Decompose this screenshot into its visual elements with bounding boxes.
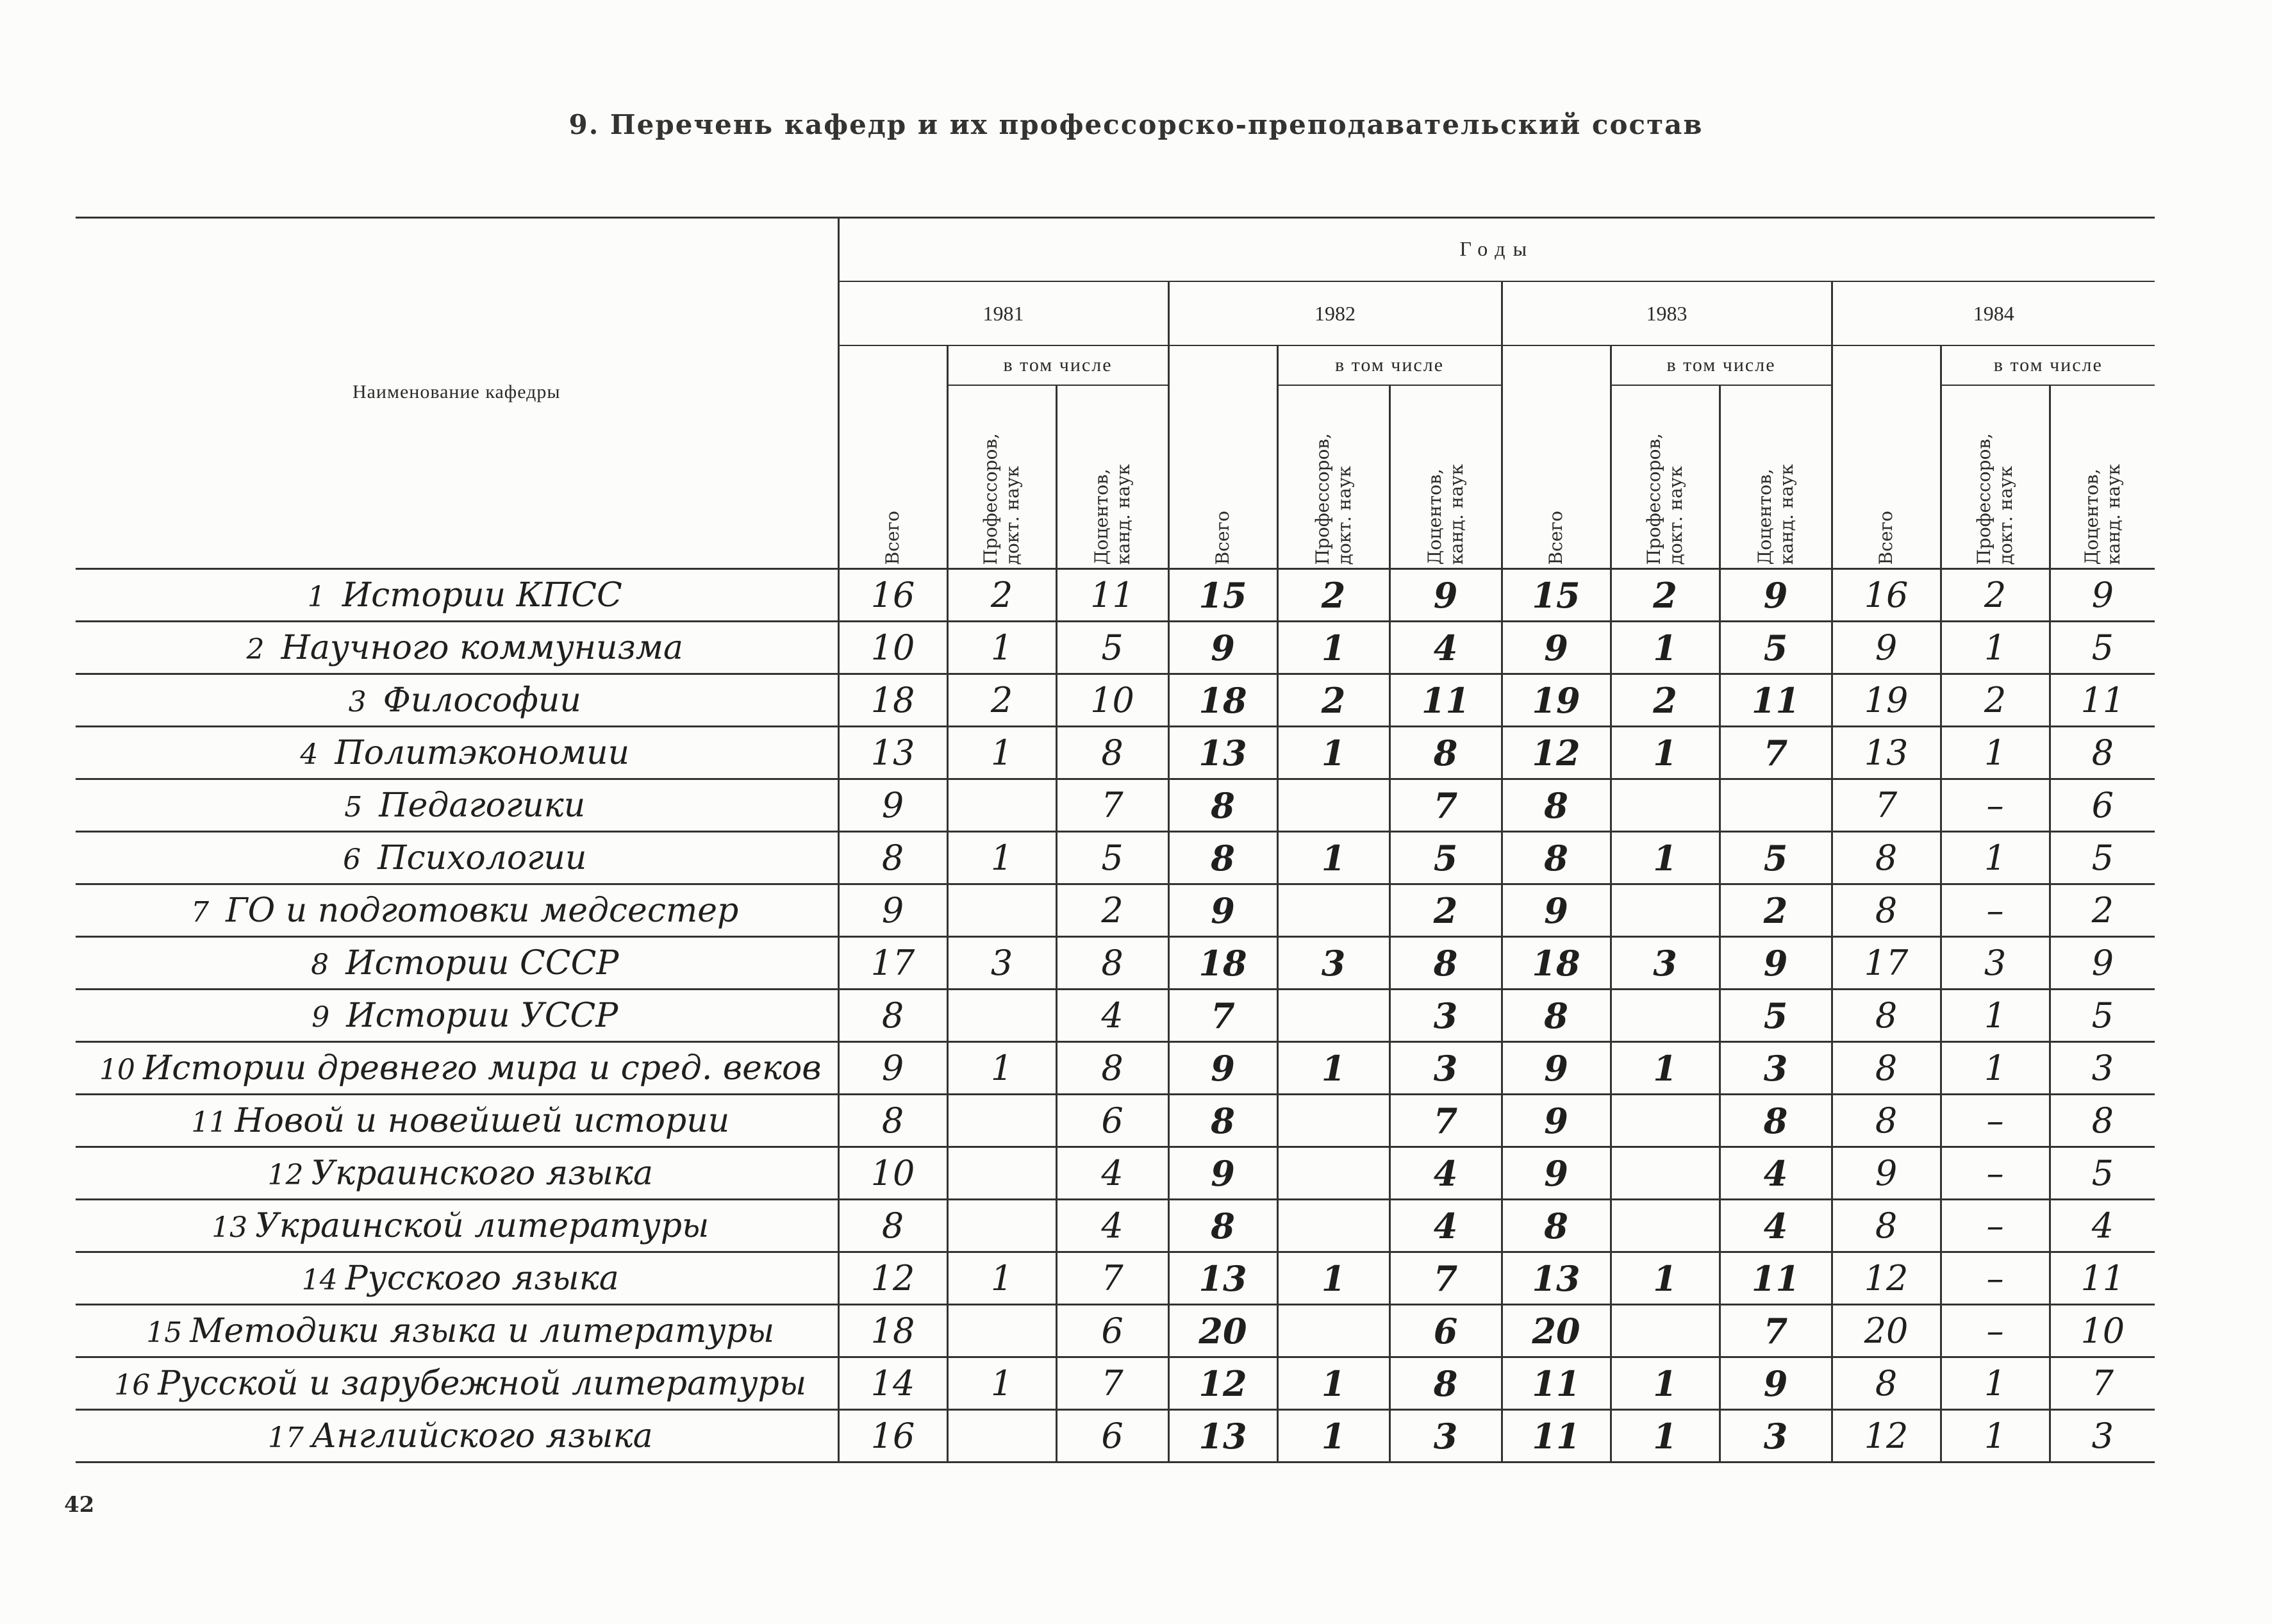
department-name: Психологии — [377, 838, 587, 877]
cell-professors-1984: – — [1941, 1200, 2050, 1252]
cell-professors-1982: 1 — [1277, 622, 1389, 674]
department-name: Философии — [383, 681, 581, 720]
cell-docents-1982: 9 — [1389, 569, 1502, 622]
table-row — [76, 1357, 2155, 1410]
cell-docents-1983: 5 — [1720, 990, 1832, 1042]
table-row — [76, 1042, 2155, 1095]
cell-professors-1981: 1 — [947, 832, 1056, 884]
column-header-total-1982: Всего — [1168, 345, 1277, 569]
cell-docents-1984: 11 — [2050, 674, 2155, 727]
cell-total-1981: 9 — [838, 779, 947, 832]
cell-docents-1981: 11 — [1056, 569, 1168, 622]
cell-total-1981: 16 — [838, 1410, 947, 1462]
including-header-1982: в том числе — [1277, 345, 1502, 385]
cell-professors-1984: – — [1941, 884, 2050, 937]
column-header-total-1981: Всего — [838, 345, 947, 569]
cell-professors-1982: 3 — [1277, 937, 1389, 990]
cell-total-1982: 15 — [1168, 569, 1277, 622]
cell-docents-1983: 4 — [1720, 1147, 1832, 1200]
department-name: Истории СССР — [345, 943, 619, 982]
cell-professors-1984: 3 — [1941, 937, 2050, 990]
department-name: Научного коммунизма — [281, 628, 683, 667]
cell-docents-1981: 8 — [1056, 1042, 1168, 1095]
cell-total-1984: 7 — [1832, 779, 1941, 832]
cell-professors-1981 — [947, 1095, 1056, 1147]
cell-total-1981: 12 — [838, 1252, 947, 1305]
cell-professors-1982: 1 — [1277, 1042, 1389, 1095]
column-header-professors-1983: Профессоров, докт. наук — [1611, 385, 1720, 569]
cell-total-1983: 11 — [1502, 1357, 1611, 1410]
cell-docents-1982: 2 — [1389, 884, 1502, 937]
cell-professors-1984: 1 — [1941, 832, 2050, 884]
cell-professors-1983: 1 — [1611, 1357, 1720, 1410]
cell-professors-1981: 2 — [947, 674, 1056, 727]
cell-total-1982: 8 — [1168, 779, 1277, 832]
cell-professors-1982: 2 — [1277, 674, 1389, 727]
cell-docents-1982: 8 — [1389, 1357, 1502, 1410]
cell-professors-1984: 1 — [1941, 1357, 2050, 1410]
cell-docents-1982: 3 — [1389, 1410, 1502, 1462]
row-number: 3 — [348, 685, 367, 718]
row-number: 14 — [301, 1263, 338, 1297]
cell-total-1981: 8 — [838, 832, 947, 884]
cell-docents-1981: 7 — [1056, 1357, 1168, 1410]
cell-total-1982: 20 — [1168, 1305, 1277, 1357]
cell-docents-1984: 2 — [2050, 884, 2155, 937]
cell-professors-1983: 3 — [1611, 937, 1720, 990]
department-name-cell — [76, 1200, 838, 1252]
cell-total-1981: 9 — [838, 884, 947, 937]
departments-table — [76, 217, 2155, 1463]
department-name-cell — [76, 1042, 838, 1095]
cell-docents-1983: 5 — [1720, 622, 1832, 674]
cell-professors-1982: 1 — [1277, 1252, 1389, 1305]
table-row — [76, 1305, 2155, 1357]
cell-total-1984: 8 — [1832, 990, 1941, 1042]
cell-professors-1983: 1 — [1611, 622, 1720, 674]
cell-docents-1982: 6 — [1389, 1305, 1502, 1357]
cell-professors-1982: 1 — [1277, 1357, 1389, 1410]
row-number: 12 — [267, 1158, 304, 1191]
cell-professors-1981: 1 — [947, 727, 1056, 779]
department-name-cell — [76, 727, 838, 779]
cell-professors-1981 — [947, 884, 1056, 937]
cell-docents-1982: 7 — [1389, 1252, 1502, 1305]
column-header-total-1983: Всего — [1502, 345, 1611, 569]
department-name: Педагогики — [379, 786, 586, 825]
cell-total-1984: 8 — [1832, 1095, 1941, 1147]
table-row — [76, 937, 2155, 990]
cell-professors-1983: 1 — [1611, 832, 1720, 884]
department-name: Русского языка — [345, 1259, 619, 1298]
cell-total-1983: 9 — [1502, 884, 1611, 937]
cell-docents-1981: 5 — [1056, 622, 1168, 674]
cell-total-1984: 13 — [1832, 727, 1941, 779]
cell-total-1982: 9 — [1168, 884, 1277, 937]
row-number: 10 — [99, 1053, 135, 1086]
cell-docents-1984: 5 — [2050, 622, 2155, 674]
cell-total-1981: 9 — [838, 1042, 947, 1095]
cell-professors-1983 — [1611, 1147, 1720, 1200]
cell-docents-1984: 9 — [2050, 937, 2155, 990]
cell-total-1982: 8 — [1168, 832, 1277, 884]
cell-professors-1981: 1 — [947, 1357, 1056, 1410]
department-name-cell — [76, 1357, 838, 1410]
cell-docents-1982: 4 — [1389, 1200, 1502, 1252]
cell-docents-1983 — [1720, 779, 1832, 832]
cell-docents-1981: 8 — [1056, 937, 1168, 990]
cell-docents-1982: 8 — [1389, 727, 1502, 779]
cell-total-1984: 20 — [1832, 1305, 1941, 1357]
cell-docents-1981: 6 — [1056, 1305, 1168, 1357]
table-row — [76, 1410, 2155, 1462]
department-name-cell — [76, 1252, 838, 1305]
cell-docents-1983: 4 — [1720, 1200, 1832, 1252]
column-header-years: Годы — [838, 217, 2155, 281]
cell-total-1981: 10 — [838, 622, 947, 674]
cell-docents-1984: 6 — [2050, 779, 2155, 832]
cell-professors-1981 — [947, 990, 1056, 1042]
cell-total-1983: 8 — [1502, 779, 1611, 832]
cell-professors-1982 — [1277, 990, 1389, 1042]
cell-professors-1982 — [1277, 1147, 1389, 1200]
cell-docents-1981: 5 — [1056, 832, 1168, 884]
cell-docents-1984: 9 — [2050, 569, 2155, 622]
column-header-professors-1981: Профессоров, докт. наук — [947, 385, 1056, 569]
cell-total-1984: 9 — [1832, 622, 1941, 674]
cell-professors-1981 — [947, 779, 1056, 832]
cell-docents-1982: 4 — [1389, 622, 1502, 674]
cell-professors-1982: 1 — [1277, 832, 1389, 884]
cell-professors-1981: 1 — [947, 1252, 1056, 1305]
cell-total-1983: 15 — [1502, 569, 1611, 622]
table-body — [76, 569, 2155, 1462]
cell-docents-1982: 4 — [1389, 1147, 1502, 1200]
cell-docents-1983: 2 — [1720, 884, 1832, 937]
cell-total-1981: 16 — [838, 569, 947, 622]
cell-docents-1983: 11 — [1720, 674, 1832, 727]
department-name-cell — [76, 1147, 838, 1200]
cell-professors-1981 — [947, 1147, 1056, 1200]
cell-docents-1984: 3 — [2050, 1410, 2155, 1462]
cell-professors-1984: 1 — [1941, 1042, 2050, 1095]
cell-professors-1984: 1 — [1941, 990, 2050, 1042]
cell-professors-1983: 1 — [1611, 727, 1720, 779]
department-name: ГО и подготовки медсестер — [226, 891, 739, 930]
cell-total-1981: 8 — [838, 1095, 947, 1147]
cell-professors-1984: – — [1941, 1252, 2050, 1305]
department-name: Английского языка — [311, 1416, 653, 1455]
department-name: Истории КПСС — [342, 576, 622, 615]
cell-total-1984: 8 — [1832, 1042, 1941, 1095]
department-name-cell — [76, 1410, 838, 1462]
cell-total-1982: 18 — [1168, 937, 1277, 990]
cell-docents-1982: 7 — [1389, 1095, 1502, 1147]
cell-total-1983: 13 — [1502, 1252, 1611, 1305]
cell-professors-1984: 1 — [1941, 622, 2050, 674]
cell-professors-1982 — [1277, 779, 1389, 832]
year-header-1984: 1984 — [1832, 281, 2155, 345]
cell-total-1981: 18 — [838, 674, 947, 727]
cell-total-1984: 8 — [1832, 832, 1941, 884]
cell-total-1984: 16 — [1832, 569, 1941, 622]
department-name: Украинского языка — [311, 1154, 653, 1193]
table-row — [76, 990, 2155, 1042]
department-name-cell — [76, 884, 838, 937]
page-number: 42 — [64, 1492, 95, 1518]
cell-total-1983: 18 — [1502, 937, 1611, 990]
including-header-1981: в том числе — [947, 345, 1168, 385]
cell-professors-1983: 2 — [1611, 674, 1720, 727]
department-name-cell — [76, 674, 838, 727]
table-row — [76, 1252, 2155, 1305]
cell-professors-1983 — [1611, 1305, 1720, 1357]
column-header-docents-1981: Доцентов, канд. наук — [1056, 385, 1168, 569]
cell-professors-1984: – — [1941, 779, 2050, 832]
cell-total-1982: 13 — [1168, 1252, 1277, 1305]
cell-docents-1983: 5 — [1720, 832, 1832, 884]
column-header-docents-1982: Доцентов, канд. наук — [1389, 385, 1502, 569]
cell-docents-1983: 11 — [1720, 1252, 1832, 1305]
cell-docents-1981: 4 — [1056, 1200, 1168, 1252]
cell-total-1981: 13 — [838, 727, 947, 779]
cell-professors-1983 — [1611, 884, 1720, 937]
cell-total-1981: 10 — [838, 1147, 947, 1200]
column-header-docents-1984: Доцентов, канд. наук — [2050, 385, 2155, 569]
table-row — [76, 1147, 2155, 1200]
cell-total-1983: 9 — [1502, 1095, 1611, 1147]
row-number: 5 — [344, 790, 363, 824]
row-number: 13 — [211, 1211, 248, 1244]
table-row — [76, 727, 2155, 779]
cell-docents-1982: 3 — [1389, 1042, 1502, 1095]
row-number: 15 — [146, 1316, 183, 1349]
cell-total-1983: 9 — [1502, 622, 1611, 674]
cell-total-1983: 12 — [1502, 727, 1611, 779]
cell-total-1983: 9 — [1502, 1042, 1611, 1095]
year-header-1981: 1981 — [838, 281, 1168, 345]
cell-docents-1981: 6 — [1056, 1095, 1168, 1147]
department-name: Украинской литературы — [255, 1206, 709, 1245]
cell-professors-1982 — [1277, 884, 1389, 937]
cell-docents-1981: 8 — [1056, 727, 1168, 779]
cell-docents-1983: 9 — [1720, 1357, 1832, 1410]
cell-total-1982: 8 — [1168, 1200, 1277, 1252]
row-number: 6 — [343, 843, 361, 876]
table-row — [76, 832, 2155, 884]
cell-docents-1984: 10 — [2050, 1305, 2155, 1357]
cell-professors-1982: 1 — [1277, 727, 1389, 779]
row-number: 1 — [307, 580, 326, 613]
cell-docents-1981: 7 — [1056, 1252, 1168, 1305]
cell-total-1983: 19 — [1502, 674, 1611, 727]
cell-professors-1983 — [1611, 1095, 1720, 1147]
cell-docents-1981: 6 — [1056, 1410, 1168, 1462]
table-row — [76, 779, 2155, 832]
cell-professors-1982 — [1277, 1305, 1389, 1357]
cell-professors-1983 — [1611, 1200, 1720, 1252]
column-header-docents-1983: Доцентов, канд. наук — [1720, 385, 1832, 569]
column-header-professors-1982: Профессоров, докт. наук — [1277, 385, 1389, 569]
cell-total-1982: 9 — [1168, 1042, 1277, 1095]
including-header-1984: в том числе — [1941, 345, 2155, 385]
cell-professors-1983 — [1611, 990, 1720, 1042]
cell-total-1982: 13 — [1168, 727, 1277, 779]
cell-docents-1984: 5 — [2050, 832, 2155, 884]
cell-total-1983: 8 — [1502, 832, 1611, 884]
cell-professors-1983: 1 — [1611, 1410, 1720, 1462]
column-header-total-1984: Всего — [1832, 345, 1941, 569]
cell-docents-1982: 7 — [1389, 779, 1502, 832]
column-header-department: Наименование кафедры — [76, 217, 838, 569]
row-number: 11 — [191, 1106, 228, 1139]
cell-professors-1984: – — [1941, 1095, 2050, 1147]
cell-professors-1981 — [947, 1305, 1056, 1357]
cell-docents-1984: 5 — [2050, 1147, 2155, 1200]
cell-professors-1981: 1 — [947, 622, 1056, 674]
cell-professors-1981: 1 — [947, 1042, 1056, 1095]
table-row — [76, 569, 2155, 622]
cell-docents-1983: 8 — [1720, 1095, 1832, 1147]
cell-total-1982: 8 — [1168, 1095, 1277, 1147]
department-name: Истории древнего мира и сред. веков — [142, 1048, 822, 1088]
cell-total-1984: 12 — [1832, 1252, 1941, 1305]
row-number: 17 — [267, 1421, 304, 1454]
cell-total-1981: 18 — [838, 1305, 947, 1357]
department-name-cell — [76, 937, 838, 990]
department-name: Русской и зарубежной литературы — [158, 1364, 807, 1403]
column-header-professors-1984: Профессоров, докт. наук — [1941, 385, 2050, 569]
year-header-1982: 1982 — [1168, 281, 1502, 345]
cell-professors-1984: 1 — [1941, 1410, 2050, 1462]
department-name-cell — [76, 622, 838, 674]
cell-docents-1982: 3 — [1389, 990, 1502, 1042]
row-number: 9 — [311, 1000, 330, 1034]
row-number: 8 — [311, 948, 329, 981]
row-number: 2 — [246, 633, 265, 666]
cell-professors-1982 — [1277, 1200, 1389, 1252]
cell-total-1984: 8 — [1832, 1357, 1941, 1410]
table-row — [76, 622, 2155, 674]
including-header-1983: в том числе — [1611, 345, 1832, 385]
table-row — [76, 1095, 2155, 1147]
cell-total-1981: 14 — [838, 1357, 947, 1410]
department-name: Истории УССР — [346, 996, 618, 1035]
table-row — [76, 884, 2155, 937]
department-name-cell — [76, 832, 838, 884]
cell-total-1981: 8 — [838, 990, 947, 1042]
cell-docents-1982: 11 — [1389, 674, 1502, 727]
cell-total-1981: 8 — [838, 1200, 947, 1252]
cell-total-1982: 7 — [1168, 990, 1277, 1042]
cell-total-1983: 9 — [1502, 1147, 1611, 1200]
cell-professors-1983 — [1611, 779, 1720, 832]
cell-total-1982: 13 — [1168, 1410, 1277, 1462]
cell-docents-1984: 3 — [2050, 1042, 2155, 1095]
row-number: 4 — [300, 738, 319, 771]
cell-docents-1984: 8 — [2050, 1095, 2155, 1147]
cell-professors-1984: 1 — [1941, 727, 2050, 779]
cell-docents-1984: 11 — [2050, 1252, 2155, 1305]
cell-total-1984: 9 — [1832, 1147, 1941, 1200]
cell-professors-1984: – — [1941, 1305, 2050, 1357]
cell-total-1984: 19 — [1832, 674, 1941, 727]
cell-professors-1981: 2 — [947, 569, 1056, 622]
cell-total-1983: 8 — [1502, 990, 1611, 1042]
cell-docents-1981: 2 — [1056, 884, 1168, 937]
cell-docents-1983: 7 — [1720, 727, 1832, 779]
cell-docents-1981: 4 — [1056, 990, 1168, 1042]
cell-professors-1984: – — [1941, 1147, 2050, 1200]
cell-total-1983: 11 — [1502, 1410, 1611, 1462]
row-number: 16 — [114, 1368, 151, 1402]
cell-docents-1982: 5 — [1389, 832, 1502, 884]
department-name-cell — [76, 1305, 838, 1357]
cell-total-1984: 12 — [1832, 1410, 1941, 1462]
cell-total-1983: 8 — [1502, 1200, 1611, 1252]
cell-professors-1984: 2 — [1941, 569, 2050, 622]
cell-total-1984: 8 — [1832, 884, 1941, 937]
cell-docents-1984: 5 — [2050, 990, 2155, 1042]
cell-professors-1982 — [1277, 1095, 1389, 1147]
year-header-1983: 1983 — [1502, 281, 1832, 345]
table-row — [76, 1200, 2155, 1252]
department-name: Политэкономии — [335, 733, 630, 772]
department-name-cell — [76, 569, 838, 622]
cell-docents-1984: 7 — [2050, 1357, 2155, 1410]
cell-professors-1983: 2 — [1611, 569, 1720, 622]
cell-professors-1981 — [947, 1200, 1056, 1252]
cell-docents-1983: 3 — [1720, 1042, 1832, 1095]
row-number: 7 — [191, 895, 210, 929]
page-title: 9. Перечень кафедр и их профессорско-преподавательский состав — [568, 109, 1704, 140]
cell-docents-1983: 7 — [1720, 1305, 1832, 1357]
department-name: Методики языка и литературы — [190, 1311, 775, 1350]
cell-professors-1983: 1 — [1611, 1252, 1720, 1305]
cell-total-1981: 17 — [838, 937, 947, 990]
cell-total-1982: 12 — [1168, 1357, 1277, 1410]
cell-professors-1981: 3 — [947, 937, 1056, 990]
cell-total-1984: 17 — [1832, 937, 1941, 990]
cell-professors-1982: 1 — [1277, 1410, 1389, 1462]
cell-docents-1981: 7 — [1056, 779, 1168, 832]
table-row — [76, 674, 2155, 727]
cell-professors-1983: 1 — [1611, 1042, 1720, 1095]
department-name: Новой и новейшей истории — [235, 1101, 730, 1140]
cell-professors-1984: 2 — [1941, 674, 2050, 727]
cell-docents-1981: 4 — [1056, 1147, 1168, 1200]
cell-docents-1983: 9 — [1720, 937, 1832, 990]
cell-professors-1981 — [947, 1410, 1056, 1462]
cell-docents-1983: 9 — [1720, 569, 1832, 622]
cell-docents-1984: 4 — [2050, 1200, 2155, 1252]
cell-total-1982: 9 — [1168, 622, 1277, 674]
cell-total-1982: 9 — [1168, 1147, 1277, 1200]
cell-total-1984: 8 — [1832, 1200, 1941, 1252]
cell-docents-1983: 3 — [1720, 1410, 1832, 1462]
cell-total-1982: 18 — [1168, 674, 1277, 727]
cell-docents-1982: 8 — [1389, 937, 1502, 990]
cell-total-1983: 20 — [1502, 1305, 1611, 1357]
cell-docents-1981: 10 — [1056, 674, 1168, 727]
department-name-cell — [76, 990, 838, 1042]
department-name-cell — [76, 1095, 838, 1147]
cell-docents-1984: 8 — [2050, 727, 2155, 779]
cell-professors-1982: 2 — [1277, 569, 1389, 622]
department-name-cell — [76, 779, 838, 832]
